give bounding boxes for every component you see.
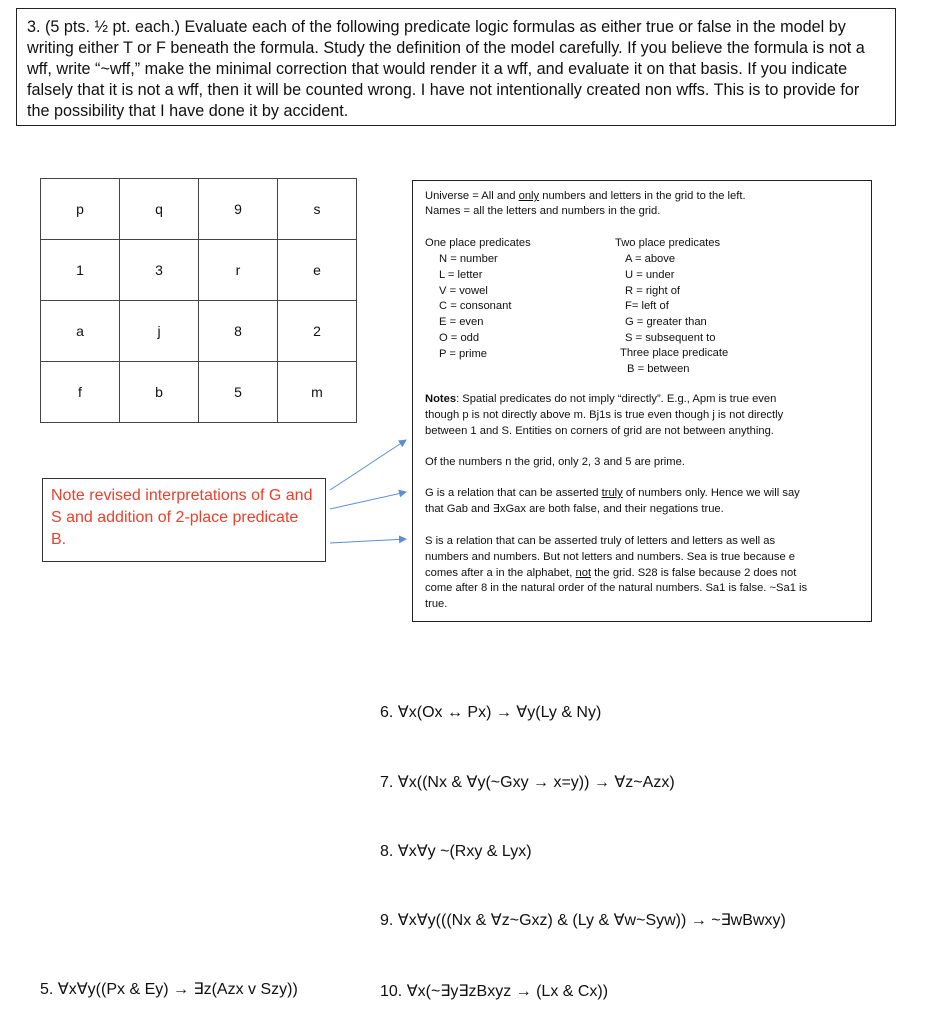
arrow-to-s-note	[330, 539, 406, 543]
g-text: of numbers only. Hence we will say	[622, 487, 800, 499]
grid-cell: p	[41, 179, 120, 240]
three-place-header: Three place predicate	[620, 347, 729, 359]
formula-6: 6. ∀x(Ox ↔ Px) → ∀y(Ly & Ny)	[380, 704, 602, 721]
grid-cell: m	[278, 362, 357, 423]
predicate-item: R = right of	[625, 284, 681, 297]
one-place-header: One place predicates	[425, 237, 531, 249]
formula-9: 9. ∀x∀y(((Nx & ∀z~Gxz) & (Ly & ∀w~Syw)) → ~∃wBwxy)	[380, 912, 786, 929]
grid-cell: r	[199, 240, 278, 301]
s-text: come after 8 in the natural order of the natural numbers. Sa1 is false. ~Sa1 is	[425, 582, 808, 595]
grid-cell: s	[278, 179, 357, 240]
predicate-item: A = above	[625, 253, 676, 265]
formula-7: 7. ∀x((Nx & ∀y(~Gxy → x=y)) → ∀z~Azx)	[380, 774, 675, 791]
predicate-item: S = subsequent to	[625, 331, 716, 344]
s-text: S is a relation that can be asserted truly of letters and letters as well as	[425, 535, 776, 547]
revision-note: Note revised interpretations of G and S and addition of 2-place predicate B.	[42, 478, 326, 562]
s-text: true.	[425, 598, 448, 611]
g-underlined: truly	[601, 487, 623, 499]
predicate-item: O = odd	[439, 331, 480, 344]
grid-cell: f	[41, 362, 120, 423]
notes-text: though p is not directly above m. Bj1s is true even though j is not directly	[425, 408, 784, 421]
formula-5: 5. ∀x∀y((Px & Ey) → ∃z(Azx v Szy))	[40, 981, 298, 998]
grid-cell: 3	[120, 240, 199, 301]
instructions-text: 3. (5 pts. ½ pt. each.) Evaluate each of the following predicate logic formulas as either true or false in the model by writing either T or F beneath the formula. Study the definition of the model carefully. If you believe the formula is not a wff, write “~wff,” make the minimal correction that would render it a wff, and evaluate it on that basis. If you indicate falsely that it is not a wff, then it will be counted wrong. I have not intentionally created non wffs. This is to provide for the possibility that I have done it by accident.	[27, 18, 865, 120]
grid-cell: 1	[41, 240, 120, 301]
notes-label: Notes	[425, 393, 457, 405]
s-text: the grid. S28 is false because 2 does not	[591, 566, 797, 579]
formula-10: 10. ∀x(~∃y∃zBxyz → (Lx & Cx))	[380, 983, 609, 1000]
grid-cell: 5	[199, 362, 278, 423]
grid-cell: 8	[199, 301, 278, 362]
two-place-header: Two place predicates	[615, 237, 721, 249]
primes-note: Of the numbers n the grid, only 2, 3 and 5 are prime.	[425, 456, 685, 468]
universe-prefix: Universe = All and	[425, 190, 519, 202]
names-line: Names = all the letters and numbers in the grid.	[425, 205, 661, 217]
predicate-item: U = under	[625, 268, 675, 281]
arrow-to-notes	[330, 440, 406, 490]
grid-cell: 2	[278, 301, 357, 362]
predicate-item: E = even	[439, 316, 484, 329]
s-text: comes after a in the alphabet,	[425, 566, 576, 579]
predicate-item: F= left of	[625, 300, 669, 313]
g-text: that Gab and ∃xGax are both false, and their negations true.	[425, 502, 724, 515]
predicate-item: G = greater than	[625, 316, 707, 329]
grid-cell: a	[41, 301, 120, 362]
predicate-item: V = vowel	[439, 284, 488, 297]
universe-suffix: numbers and letters in the grid to the left.	[539, 190, 746, 202]
predicate-item: P = prime	[439, 347, 487, 360]
predicate-item: L = letter	[439, 268, 483, 281]
grid-cell: b	[120, 362, 199, 423]
grid-cell: 9	[199, 179, 278, 240]
predicate-item: C = consonant	[439, 300, 512, 313]
three-place-item: B = between	[627, 363, 690, 375]
grid-cell: j	[120, 301, 199, 362]
s-underlined: not	[575, 566, 592, 579]
predicate-item: N = number	[439, 253, 498, 265]
s-text: numbers and numbers. But not letters and numbers. Sea is true because e	[425, 550, 796, 563]
grid-cell: q	[120, 179, 199, 240]
arrow-to-g-note	[330, 492, 406, 509]
notes-text: between 1 and S. Entities on corners of grid are not between anything.	[425, 424, 774, 437]
grid-cell: e	[278, 240, 357, 301]
g-text: G is a relation that can be asserted	[425, 487, 602, 499]
notes-text: : Spatial predicates do not imply “directly”. E.g., Apm is true even	[456, 393, 777, 405]
formula-8: 8. ∀x∀y ~(Rxy & Lyx)	[380, 843, 532, 860]
universe-only: only	[518, 190, 540, 202]
